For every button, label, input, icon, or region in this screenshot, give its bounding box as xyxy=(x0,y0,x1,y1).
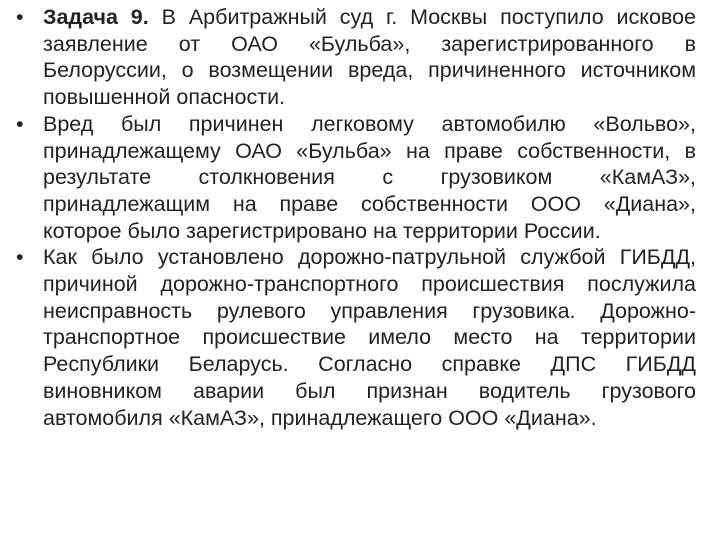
bullet-text: В Арбитражный суд г. Москвы поступило исковое заявление от ОАО «Бульба», зарегистрированного в Белоруссии, о возмещении вреда, причиненного источником повышенной опасности. xyxy=(43,5,697,110)
bullet-item-damage xyxy=(16,111,696,245)
bullet-icon: • xyxy=(16,111,24,136)
bullet-list xyxy=(0,4,720,431)
bullet-item-task xyxy=(16,4,697,111)
bullet-icon: • xyxy=(16,245,24,270)
task-number: Задача 9. xyxy=(43,5,149,29)
bullet-item-investigation xyxy=(16,244,696,431)
bullet-text: Как было установлено дорожно-патрульной службой ГИБДД, причиной дорожно-транспортного происшествия послужила неисправность рулевого управления грузовика. Дорожно-транспортное происшествие имело место на территории Республики Беларусь. Согласно справке ДПС ГИБДД виновником аварии был признан водитель грузового автомобиля «КамАЗ», принадлежащего ООО «Диана». xyxy=(43,245,696,430)
bullet-text: Вред был причинен легковому автомобилю «Вольво», принадлежащему ОАО «Бульба» на праве собственности, в результате столкновения с грузовиком «КамАЗ», принадлежащим на праве собственности ООО «Диана», которое было зарегистрировано на территории России. xyxy=(43,111,696,243)
bullet-icon: • xyxy=(16,5,24,29)
